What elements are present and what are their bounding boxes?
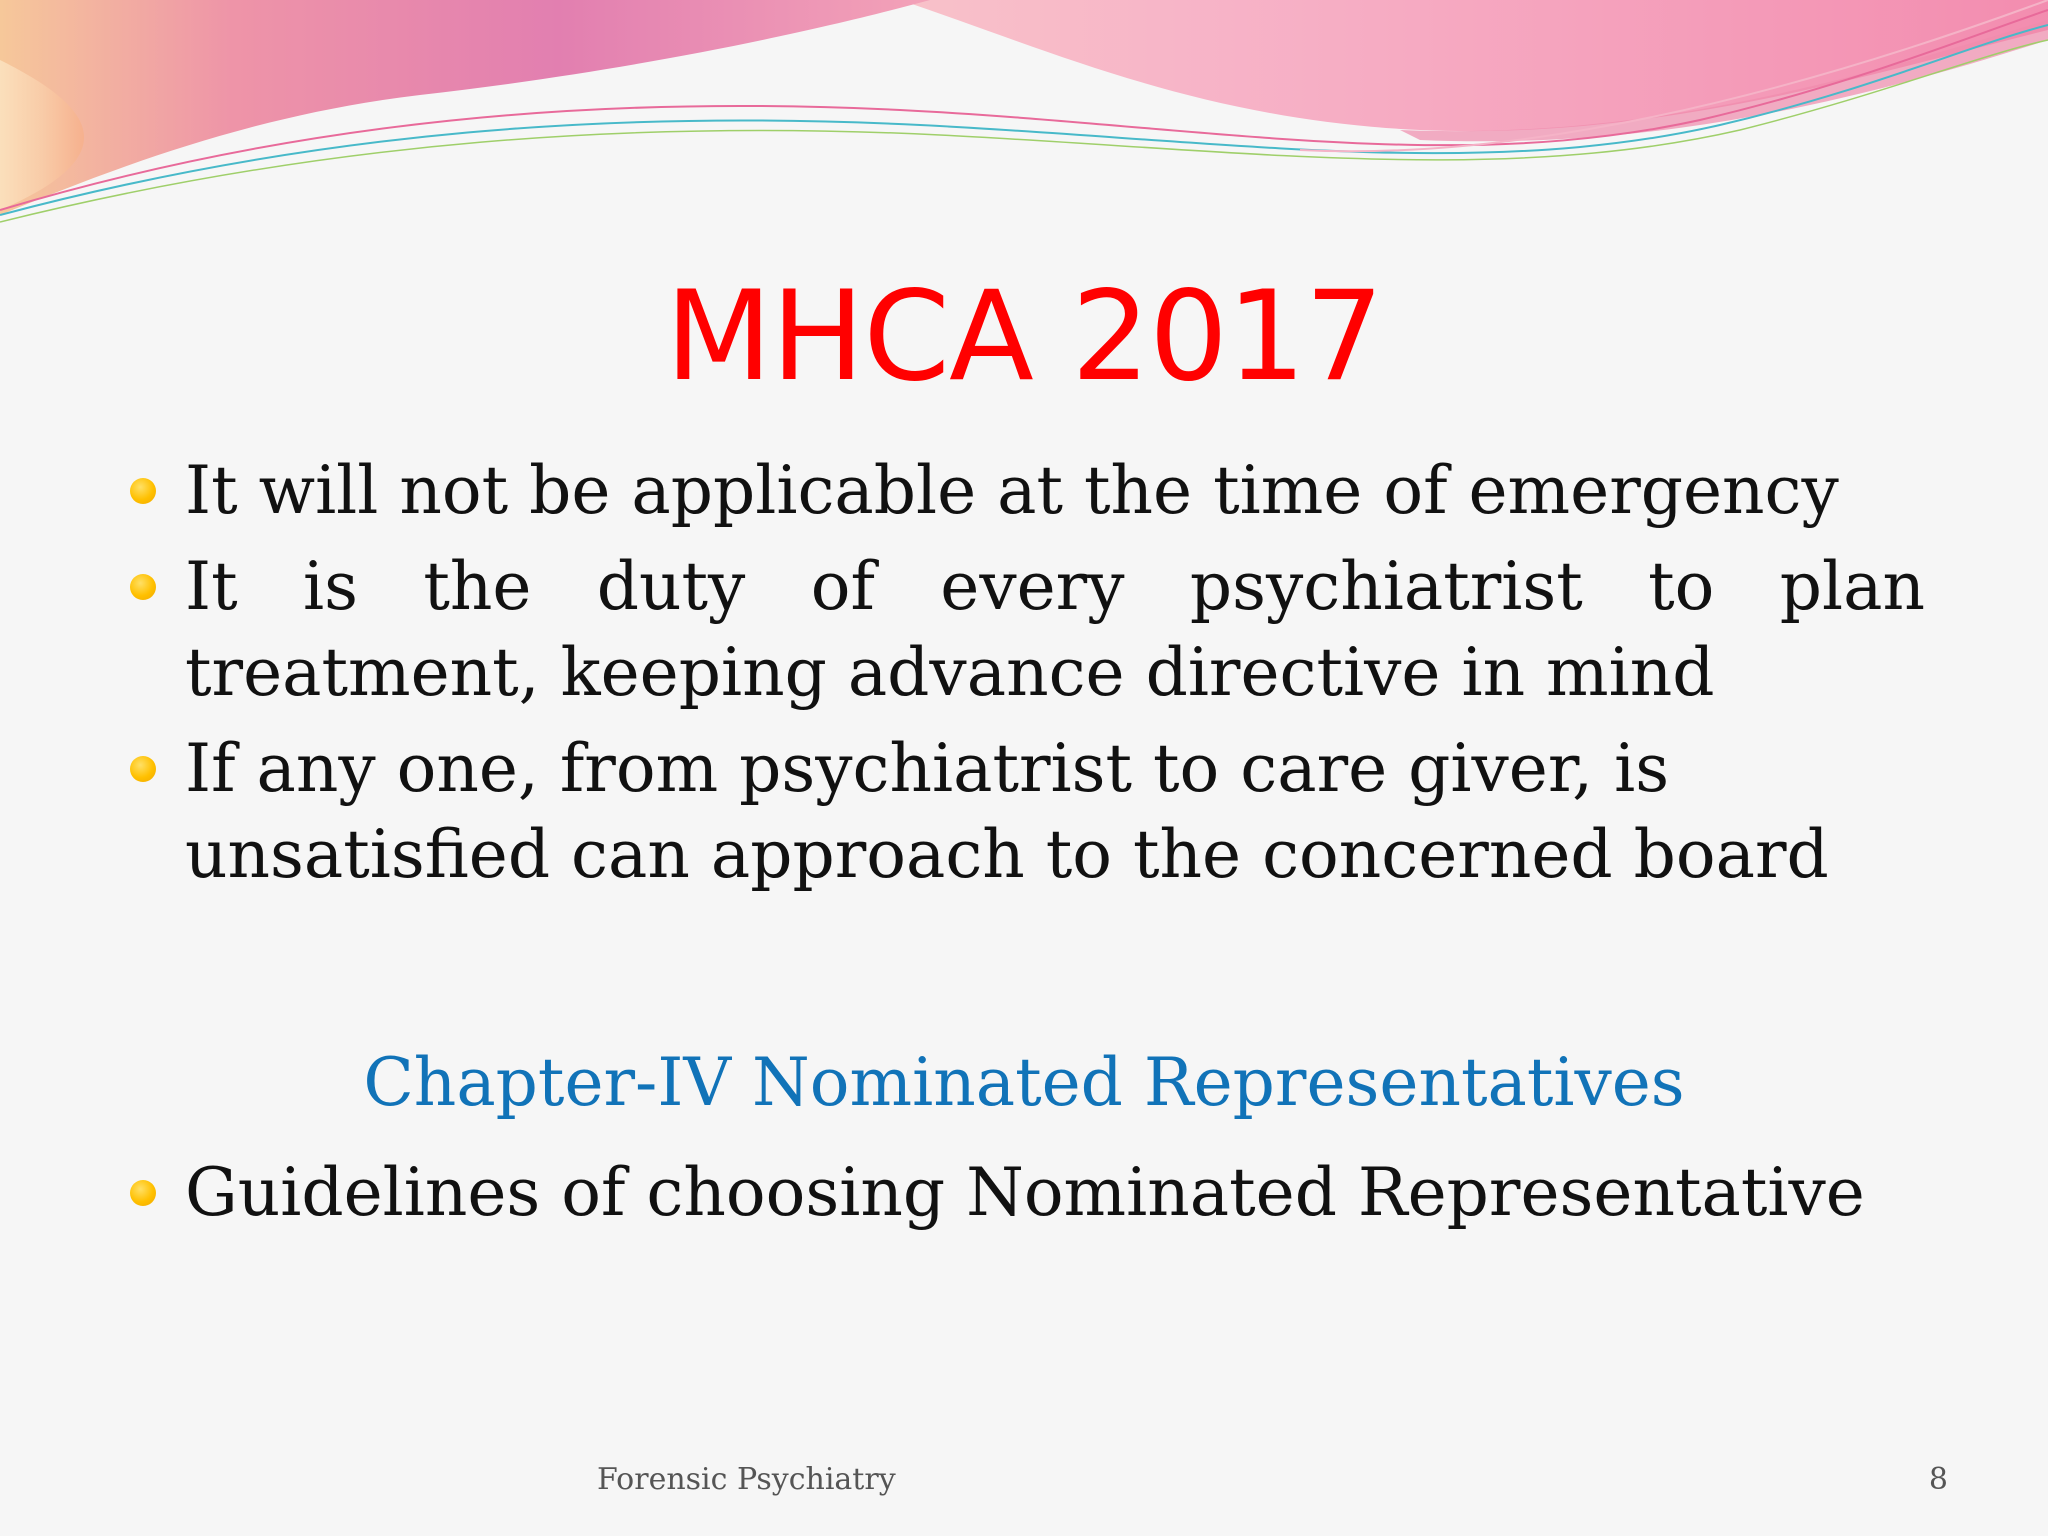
section-heading: Chapter-IV Nominated Representatives bbox=[363, 1044, 1685, 1121]
bullet-item bbox=[130, 726, 1925, 898]
bullet-dot-icon bbox=[130, 756, 156, 782]
bullet-dot-icon bbox=[130, 574, 156, 600]
bullet-item bbox=[130, 1150, 1925, 1236]
bullet-dot-icon bbox=[130, 478, 156, 504]
decorative-wave-banner bbox=[0, 0, 2048, 240]
bullet-dot-icon bbox=[130, 1180, 156, 1206]
slide-title: MHCA 2017 bbox=[665, 265, 1383, 409]
bullet-item bbox=[130, 544, 1925, 716]
bullet-text: Guidelines of choosing Nominated Representative bbox=[185, 1154, 1865, 1231]
bullet-text: If any one, from psychiatrist to care giver, is unsatisfied can approach to the concerned board bbox=[185, 730, 1829, 893]
bullet-item bbox=[130, 448, 1925, 534]
bullet-list-2 bbox=[130, 1150, 1925, 1246]
page-number: 8 bbox=[1928, 1462, 1948, 1497]
bullet-list bbox=[130, 448, 1925, 908]
bullet-text: It is the duty of every psychiatrist to plan treatment, keeping advance directive in mind bbox=[185, 548, 1925, 711]
footer-text: Forensic Psychiatry bbox=[597, 1462, 896, 1497]
bullet-text: It will not be applicable at the time of emergency bbox=[185, 452, 1839, 529]
